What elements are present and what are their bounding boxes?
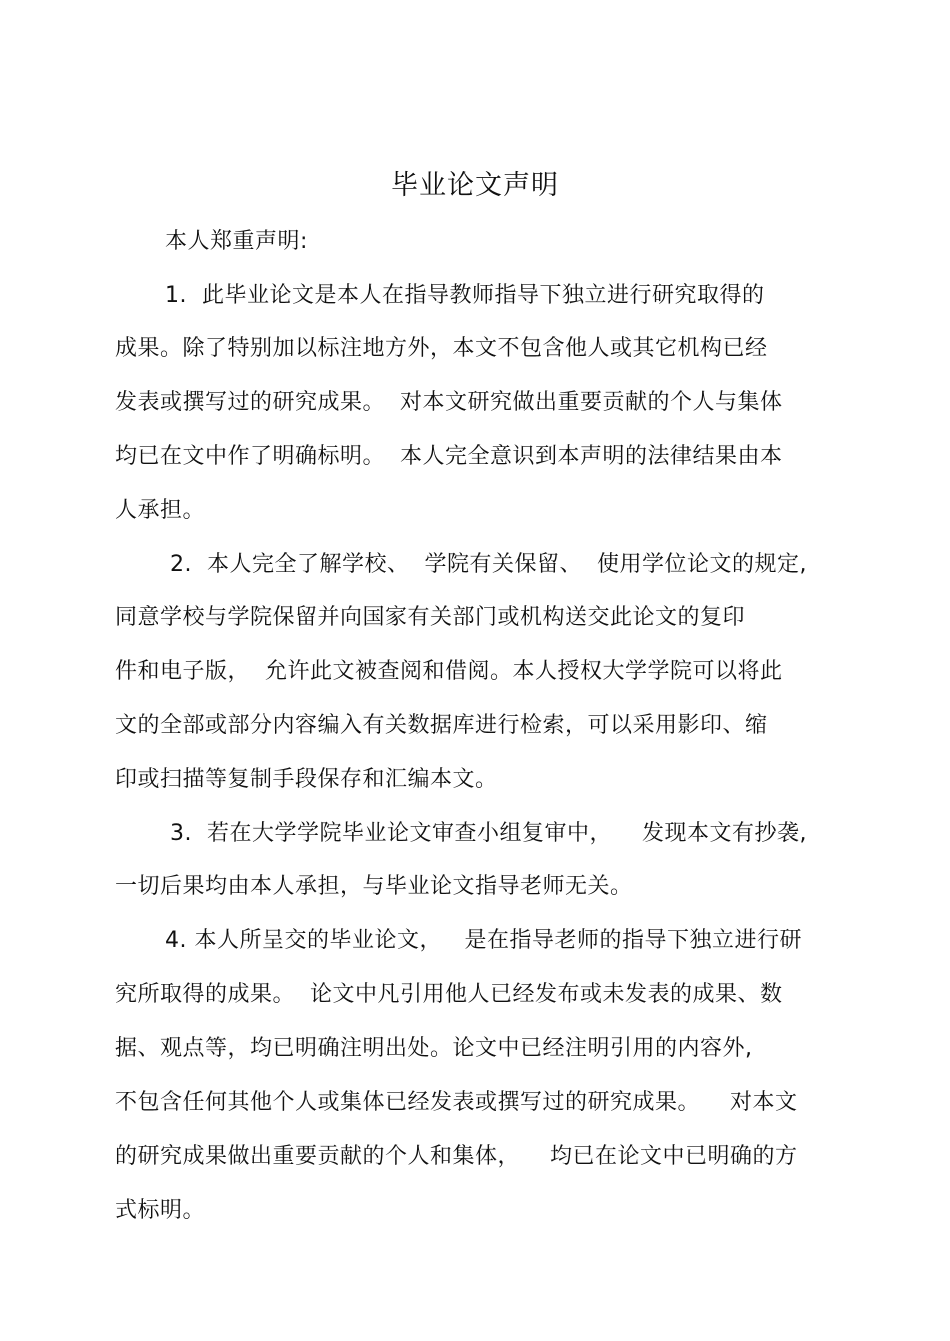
- statement-line: 发表或撰写过的研究成果。 对本文研究做出重要贡献的个人与集体: [115, 390, 783, 415]
- statement-line: 印或扫描等复制手段保存和汇编本文。: [115, 767, 498, 792]
- statement-line: 究所取得的成果。 论文中凡引用他人已经发布或未发表的成果、数: [115, 982, 783, 1007]
- statement-line: 成果。除了特别加以标注地方外，本文不包含他人或其它机构已经: [115, 336, 768, 361]
- statement-line: 4. 本人所呈交的毕业论文， 是在指导老师的指导下独立进行研: [165, 928, 802, 953]
- statement-line: 不包含任何其他个人或集体已经发表或撰写过的研究成果。 对本文: [115, 1090, 798, 1115]
- statement-line: 人承担。: [115, 498, 206, 523]
- statement-line: 一切后果均由本人承担，与毕业论文指导老师无关。: [115, 874, 633, 899]
- page-title: 毕业论文声明: [391, 170, 559, 201]
- statement-line: 据、观点等，均已明确注明出处。论文中已经注明引用的内容外,: [115, 1036, 753, 1061]
- statement-line: 同意学校与学院保留并向国家有关部门或机构送交此论文的复印: [115, 605, 746, 630]
- statement-line: 均已在文中作了明确标明。 本人完全意识到本声明的法律结果由本: [115, 444, 783, 469]
- statement-line: 件和电子版， 允许此文被查阅和借阅。本人授权大学学院可以将此: [115, 659, 783, 684]
- statement-line: 2. 本人完全了解学校、 学院有关保留、 使用学位论文的规定,: [170, 552, 807, 577]
- statement-line: 文的全部或部分内容编入有关数据库进行检索，可以采用影印、缩: [115, 713, 768, 738]
- statement-line: 3. 若在大学学院毕业论文审查小组复审中， 发现本文有抄袭,: [170, 821, 807, 846]
- statement-line: 式标明。: [115, 1198, 206, 1223]
- statement-line: 的研究成果做出重要贡献的个人和集体， 均已在论文中已明确的方: [115, 1144, 798, 1169]
- statement-intro: 本人郑重声明:: [165, 229, 308, 254]
- statement-line: 1. 此毕业论文是本人在指导教师指导下独立进行研究取得的: [165, 283, 765, 308]
